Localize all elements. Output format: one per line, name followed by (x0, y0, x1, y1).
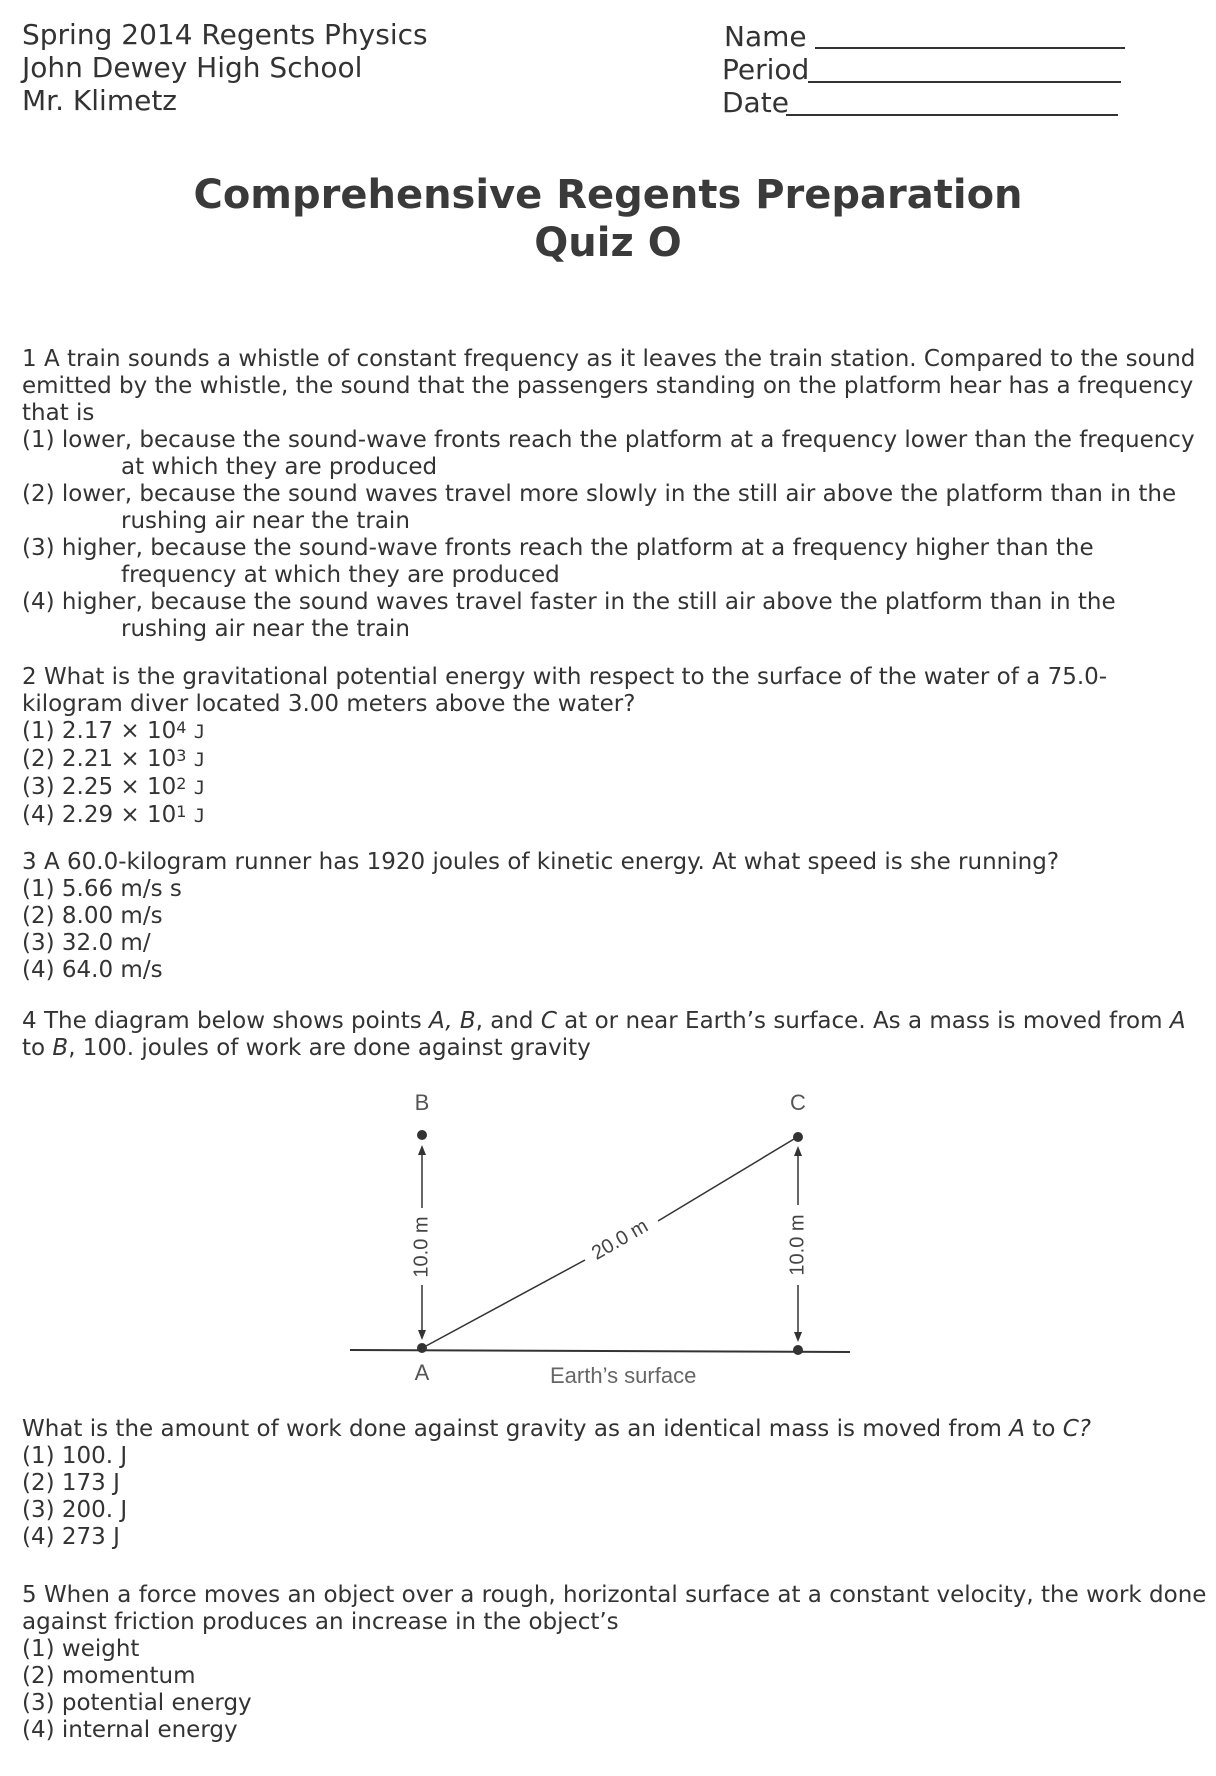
question-3 (22, 849, 1207, 984)
points-diagram (340, 1090, 860, 1390)
option-label: (1) 2.17 × 10 (22, 718, 177, 744)
point-a-ref: A (1169, 1008, 1186, 1034)
exponent: 1 (176, 802, 187, 821)
question-3-option-2: (2) 8.00 m/s (22, 903, 163, 929)
question-5-stem: 5 When a force moves an object over a rough, horizontal surface at a constant velocity, the work done against friction produces an increase in the object’s (22, 1582, 1207, 1635)
ac-length-label: 20.0 m (588, 1214, 652, 1265)
question-1 (22, 346, 1207, 643)
question-4 (22, 1008, 1207, 1062)
school-name: John Dewey High School (22, 51, 363, 84)
point-b-dot (417, 1130, 427, 1140)
label-c: C (790, 1090, 806, 1115)
question-1-option-2: (2) lower, because the sound waves travel more slowly in the still air above the platform than in the rushing air near the train (22, 481, 1177, 534)
point-c-base-dot (793, 1345, 803, 1355)
question-5 (22, 1582, 1207, 1744)
unit: J (193, 777, 206, 799)
teacher-name: Mr. Klimetz (22, 84, 177, 117)
question-1-option-3: (3) higher, because the sound-wave fronts reach the platform at a frequency higher than the frequency at which they are produced (22, 535, 1094, 588)
point-c-ref: C (540, 1008, 557, 1034)
question-3-option-4: (4) 64.0 m/s (22, 957, 163, 983)
question-4-continued (22, 1416, 1207, 1551)
course-name: Spring 2014 Regents Physics (22, 18, 428, 51)
question-2-stem: 2 What is the gravitational potential energy with respect to the surface of the water of a 75.0- kilogram diver located 3.00 meters above the water? (22, 664, 1108, 717)
ac-line-upper (658, 1139, 794, 1221)
ac-line-lower (426, 1260, 585, 1346)
question-5-option-4: (4) internal energy (22, 1717, 238, 1743)
point-a-ref: A (1009, 1416, 1025, 1442)
option-label: (2) 2.21 × 10 (22, 746, 177, 772)
name-blank[interactable] (815, 47, 1125, 49)
point-a-ref: A (429, 1008, 446, 1034)
ab-arrowhead-down (418, 1330, 426, 1340)
question-5-option-1: (1) weight (22, 1636, 140, 1662)
date-label: Date (722, 86, 789, 119)
c-arrowhead-down (794, 1332, 802, 1342)
question-4-option-3: (3) 200. J (22, 1497, 128, 1523)
question-text: ? (1078, 1416, 1091, 1442)
name-label: Name (724, 20, 807, 53)
question-2 (22, 664, 1207, 830)
c-arrowhead-up (794, 1146, 802, 1156)
point-a-dot (417, 1343, 427, 1353)
question-5-option-3: (3) potential energy (22, 1690, 252, 1716)
unit: J (193, 749, 206, 771)
stem-text: at or near Earth’s surface. As a mass is moved from (556, 1008, 1170, 1034)
point-b-ref: B (52, 1035, 69, 1061)
question-5-option-2: (2) momentum (22, 1663, 196, 1689)
earth-surface-label: Earth’s surface (550, 1363, 697, 1388)
question-4-stem (22, 1008, 1207, 1062)
question-2-option-3 (22, 774, 1207, 802)
label-a: A (414, 1360, 430, 1385)
question-2-option-2 (22, 746, 1207, 774)
point-c-dot (793, 1132, 803, 1142)
unit: J (193, 721, 206, 743)
question-text: What is the amount of work done against gravity as an identical mass is moved from (22, 1416, 1010, 1442)
page-subtitle: Quiz O (534, 220, 682, 266)
stem-text: , and (475, 1008, 541, 1034)
question-text: to (1024, 1416, 1063, 1442)
point-c-ref: C (1062, 1416, 1079, 1442)
ab-arrowhead-up (418, 1145, 426, 1155)
question-3-option-1: (1) 5.66 m/s s (22, 876, 182, 902)
exponent: 4 (176, 718, 187, 737)
exponent: 3 (176, 746, 187, 765)
question-1-option-1: (1) lower, because the sound-wave fronts reach the platform at a frequency lower than the frequency at which they are produced (22, 427, 1195, 480)
question-2-option-4 (22, 802, 1207, 830)
ab-height-label: 10.0 m (410, 1216, 433, 1278)
period-label: Period (722, 53, 810, 86)
stem-text: , 100. joules of work are done against gravity (68, 1035, 591, 1061)
question-4-option-1: (1) 100. J (22, 1443, 128, 1469)
question-3-stem: 3 A 60.0-kilogram runner has 1920 joules of kinetic energy. At what speed is she running? (22, 849, 1060, 875)
period-blank[interactable] (808, 81, 1121, 83)
question-1-option-4: (4) higher, because the sound waves travel faster in the still air above the platform than in the rushing air near the train (22, 589, 1116, 642)
page-title: Comprehensive Regents Preparation (193, 172, 1023, 218)
option-label: (3) 2.25 × 10 (22, 774, 177, 800)
question-4-option-2: (2) 173 J (22, 1470, 120, 1496)
point-b-ref: B (459, 1008, 476, 1034)
stem-text: , (445, 1008, 460, 1034)
question-4-option-4: (4) 273 J (22, 1524, 120, 1550)
option-label: (4) 2.29 × 10 (22, 802, 177, 828)
c-height-label: 10.0 m (786, 1214, 809, 1276)
question-4-question (22, 1416, 1207, 1443)
question-2-option-1 (22, 718, 1207, 746)
label-b: B (414, 1090, 430, 1115)
stem-text: to (22, 1035, 53, 1061)
stem-text: 4 The diagram below shows points (22, 1008, 430, 1034)
question-3-option-3: (3) 32.0 m/ (22, 930, 151, 956)
exponent: 2 (176, 774, 187, 793)
question-1-stem: 1 A train sounds a whistle of constant frequency as it leaves the train station. Compared to the sound emitted by the whistle, the sound that the passengers standing on the platform hear has a frequency that is (22, 346, 1196, 426)
unit: J (193, 805, 206, 827)
date-blank[interactable] (786, 114, 1118, 116)
